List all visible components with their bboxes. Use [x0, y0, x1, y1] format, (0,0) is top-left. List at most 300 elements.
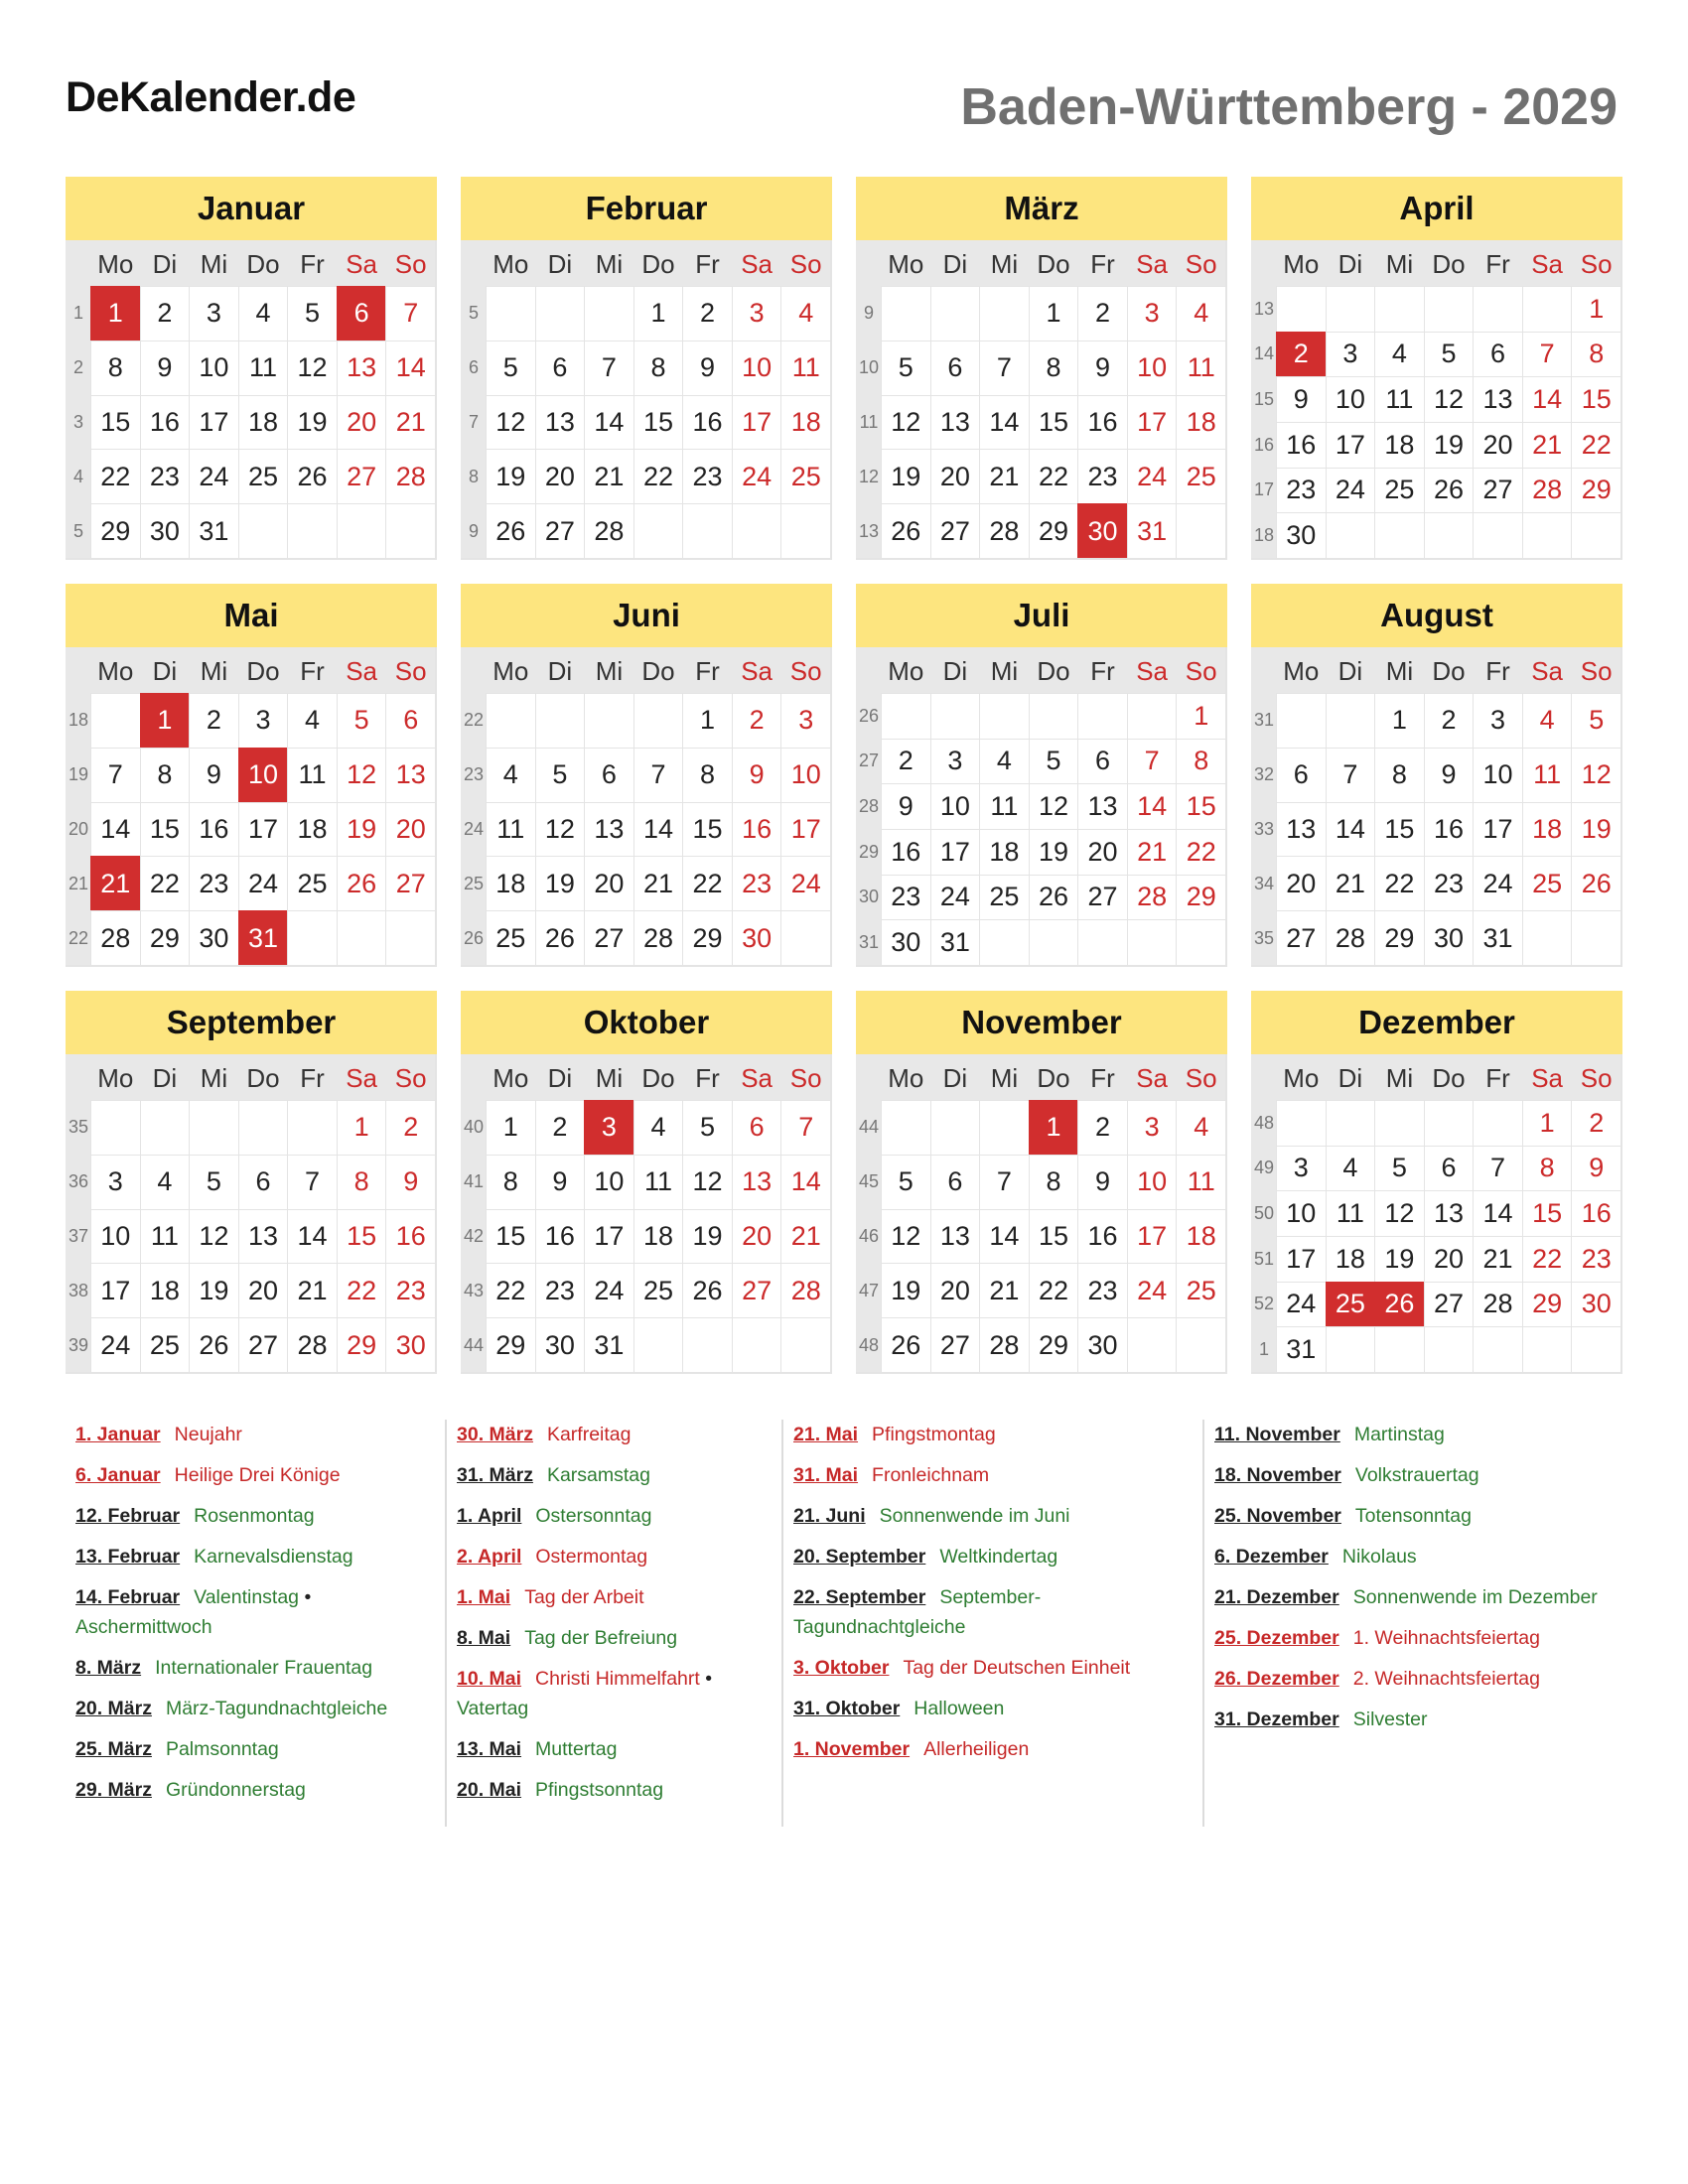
day-cell[interactable]: 25 [1176, 1263, 1225, 1317]
day-cell[interactable]: 19 [881, 449, 930, 503]
day-cell[interactable]: 18 [1176, 1209, 1225, 1264]
day-cell[interactable]: 20 [337, 395, 386, 450]
day-cell[interactable]: 7 [1473, 1146, 1522, 1191]
day-cell[interactable]: 31 [1127, 503, 1177, 558]
day-cell[interactable]: 3 [780, 693, 830, 748]
day-cell[interactable]: 29 [1176, 875, 1225, 920]
day-cell[interactable]: 1 [486, 1100, 535, 1155]
day-cell[interactable]: 30 [189, 910, 238, 965]
day-cell[interactable]: 4 [238, 286, 288, 341]
day-cell[interactable]: 16 [189, 802, 238, 857]
day-cell[interactable]: 7 [287, 1155, 337, 1209]
day-cell[interactable]: 20 [1276, 856, 1326, 910]
day-cell[interactable]: 14 [1127, 783, 1177, 829]
day-cell[interactable]: 20 [1424, 1236, 1474, 1282]
day-cell[interactable]: 27 [535, 503, 585, 558]
day-cell[interactable]: 16 [385, 1209, 435, 1264]
day-cell[interactable]: 5 [881, 1155, 930, 1209]
day-cell[interactable]: 9 [535, 1155, 585, 1209]
day-cell[interactable]: 26 [287, 449, 337, 503]
legend-date[interactable]: 11. November [1214, 1424, 1340, 1445]
day-cell[interactable]: 14 [979, 1209, 1029, 1264]
day-cell[interactable]: 9 [1077, 341, 1127, 395]
day-cell[interactable]: 3 [238, 693, 288, 748]
day-cell[interactable]: 4 [1176, 286, 1225, 341]
day-cell[interactable]: 29 [1374, 910, 1424, 965]
day-cell[interactable]: 22 [1522, 1236, 1572, 1282]
day-cell[interactable]: 28 [979, 1317, 1029, 1372]
day-cell[interactable]: 30 [535, 1317, 585, 1372]
day-cell[interactable]: 13 [535, 395, 585, 450]
legend-date[interactable]: 1. Januar [75, 1424, 161, 1445]
day-cell[interactable]: 27 [1276, 910, 1326, 965]
day-cell[interactable]: 4 [486, 748, 535, 802]
legend-date[interactable]: 25. Dezember [1214, 1627, 1339, 1649]
day-cell[interactable]: 7 [385, 286, 435, 341]
day-cell[interactable]: 21 [633, 856, 683, 910]
day-cell[interactable]: 31 [930, 919, 980, 965]
day-cell[interactable]: 15 [1522, 1190, 1572, 1236]
day-cell[interactable]: 28 [385, 449, 435, 503]
day-cell[interactable]: 24 [930, 875, 980, 920]
day-cell[interactable]: 13 [337, 341, 386, 395]
day-cell[interactable]: 19 [682, 1209, 732, 1264]
day-cell[interactable]: 2 [881, 739, 930, 784]
day-cell[interactable]: 5 [189, 1155, 238, 1209]
day-cell[interactable]: 24 [1473, 856, 1522, 910]
day-cell[interactable]: 22 [1029, 449, 1078, 503]
day-cell[interactable]: 18 [1176, 395, 1225, 450]
day-cell[interactable]: 3 [1326, 332, 1375, 377]
day-cell[interactable]: 31 [1473, 910, 1522, 965]
day-cell[interactable]: 10 [1127, 341, 1177, 395]
day-cell[interactable]: 25 [780, 449, 830, 503]
day-cell[interactable]: 14 [979, 395, 1029, 450]
day-cell[interactable]: 6 [535, 341, 585, 395]
day-cell[interactable]: 28 [90, 910, 140, 965]
day-cell[interactable]: 16 [682, 395, 732, 450]
day-cell[interactable]: 5 [1374, 1146, 1424, 1191]
day-cell[interactable]: 13 [1077, 783, 1127, 829]
day-cell[interactable]: 3 [732, 286, 781, 341]
day-cell[interactable]: 1 [1571, 286, 1620, 332]
day-cell[interactable]: 4 [979, 739, 1029, 784]
day-cell[interactable]: 19 [1424, 422, 1474, 468]
day-cell[interactable]: 11 [1326, 1190, 1375, 1236]
day-cell[interactable]: 31 [584, 1317, 633, 1372]
day-cell[interactable]: 12 [881, 395, 930, 450]
day-cell[interactable]: 12 [1571, 748, 1620, 802]
day-cell[interactable]: 1 [1029, 286, 1078, 341]
day-cell[interactable]: 5 [535, 748, 585, 802]
day-cell[interactable]: 28 [287, 1317, 337, 1372]
day-cell[interactable]: 2 [1424, 693, 1474, 748]
day-cell[interactable]: 10 [584, 1155, 633, 1209]
day-cell[interactable]: 9 [1571, 1146, 1620, 1191]
day-cell[interactable]: 26 [881, 1317, 930, 1372]
day-cell[interactable]: 9 [881, 783, 930, 829]
day-cell[interactable]: 23 [535, 1263, 585, 1317]
day-cell[interactable]: 18 [140, 1263, 190, 1317]
legend-date[interactable]: 31. Dezember [1214, 1708, 1339, 1730]
day-cell[interactable]: 20 [238, 1263, 288, 1317]
day-cell[interactable]: 17 [584, 1209, 633, 1264]
day-cell[interactable]: 4 [633, 1100, 683, 1155]
legend-date[interactable]: 26. Dezember [1214, 1668, 1339, 1690]
day-cell[interactable]: 12 [189, 1209, 238, 1264]
day-cell[interactable]: 2 [732, 693, 781, 748]
day-cell[interactable]: 6 [1276, 748, 1326, 802]
legend-date[interactable]: 14. Februar [75, 1586, 181, 1608]
day-cell[interactable]: 7 [584, 341, 633, 395]
day-cell[interactable]: 21 [1127, 829, 1177, 875]
day-cell[interactable]: 15 [140, 802, 190, 857]
day-cell[interactable]: 24 [1326, 468, 1375, 513]
day-cell[interactable]: 24 [1127, 449, 1177, 503]
day-cell[interactable]: 27 [930, 503, 980, 558]
day-cell[interactable]: 14 [780, 1155, 830, 1209]
day-cell[interactable]: 4 [287, 693, 337, 748]
day-cell[interactable]: 28 [1326, 910, 1375, 965]
day-cell[interactable]: 6 [1424, 1146, 1474, 1191]
day-cell[interactable]: 16 [1077, 395, 1127, 450]
day-cell[interactable]: 15 [1029, 395, 1078, 450]
day-cell[interactable]: 31 [189, 503, 238, 558]
day-cell[interactable]: 6 [930, 1155, 980, 1209]
legend-date[interactable]: 3. Oktober [793, 1657, 890, 1679]
day-cell[interactable]: 13 [930, 1209, 980, 1264]
day-cell[interactable]: 21 [287, 1263, 337, 1317]
day-cell[interactable]: 26 [535, 910, 585, 965]
day-cell[interactable]: 28 [1522, 468, 1572, 513]
day-cell[interactable]: 29 [1571, 468, 1620, 513]
day-cell[interactable]: 8 [90, 341, 140, 395]
day-cell[interactable]: 21 [385, 395, 435, 450]
day-cell[interactable]: 17 [732, 395, 781, 450]
legend-date[interactable]: 18. November [1214, 1464, 1341, 1486]
day-cell[interactable]: 17 [238, 802, 288, 857]
day-cell[interactable]: 27 [1424, 1282, 1474, 1327]
day-cell[interactable]: 24 [732, 449, 781, 503]
day-cell[interactable]: 14 [287, 1209, 337, 1264]
day-cell[interactable]: 10 [189, 341, 238, 395]
day-cell[interactable]: 25 [486, 910, 535, 965]
holiday-day-cell[interactable]: 31 [238, 910, 288, 965]
holiday-day-cell[interactable]: 1 [90, 286, 140, 341]
day-cell[interactable]: 18 [486, 856, 535, 910]
day-cell[interactable]: 18 [633, 1209, 683, 1264]
day-cell[interactable]: 15 [1374, 802, 1424, 857]
day-cell[interactable]: 14 [1326, 802, 1375, 857]
day-cell[interactable]: 11 [486, 802, 535, 857]
day-cell[interactable]: 20 [1473, 422, 1522, 468]
day-cell[interactable]: 7 [1522, 332, 1572, 377]
day-cell[interactable]: 17 [930, 829, 980, 875]
day-cell[interactable]: 11 [1522, 748, 1572, 802]
day-cell[interactable]: 4 [780, 286, 830, 341]
day-cell[interactable]: 17 [1326, 422, 1375, 468]
day-cell[interactable]: 18 [238, 395, 288, 450]
day-cell[interactable]: 14 [90, 802, 140, 857]
legend-date[interactable]: 1. November [793, 1738, 911, 1760]
day-cell[interactable]: 30 [1424, 910, 1474, 965]
day-cell[interactable]: 13 [930, 395, 980, 450]
day-cell[interactable]: 25 [140, 1317, 190, 1372]
day-cell[interactable]: 9 [1424, 748, 1474, 802]
day-cell[interactable]: 3 [1473, 693, 1522, 748]
day-cell[interactable]: 11 [780, 341, 830, 395]
day-cell[interactable]: 21 [780, 1209, 830, 1264]
day-cell[interactable]: 22 [1176, 829, 1225, 875]
day-cell[interactable]: 25 [287, 856, 337, 910]
legend-date[interactable]: 12. Februar [75, 1505, 181, 1527]
day-cell[interactable]: 21 [584, 449, 633, 503]
day-cell[interactable]: 9 [682, 341, 732, 395]
day-cell[interactable]: 18 [287, 802, 337, 857]
day-cell[interactable]: 12 [535, 802, 585, 857]
day-cell[interactable]: 15 [682, 802, 732, 857]
day-cell[interactable]: 19 [287, 395, 337, 450]
day-cell[interactable]: 2 [1077, 1100, 1127, 1155]
day-cell[interactable]: 10 [930, 783, 980, 829]
site-logo[interactable]: DeKalender.de [66, 73, 356, 121]
day-cell[interactable]: 28 [780, 1263, 830, 1317]
day-cell[interactable]: 6 [1473, 332, 1522, 377]
day-cell[interactable]: 12 [1374, 1190, 1424, 1236]
day-cell[interactable]: 27 [584, 910, 633, 965]
day-cell[interactable]: 29 [1522, 1282, 1572, 1327]
day-cell[interactable]: 9 [1077, 1155, 1127, 1209]
day-cell[interactable]: 30 [1276, 512, 1326, 558]
day-cell[interactable]: 1 [1522, 1100, 1572, 1146]
day-cell[interactable]: 16 [1424, 802, 1474, 857]
day-cell[interactable]: 19 [1571, 802, 1620, 857]
day-cell[interactable]: 22 [1571, 422, 1620, 468]
day-cell[interactable]: 30 [385, 1317, 435, 1372]
day-cell[interactable]: 21 [979, 449, 1029, 503]
day-cell[interactable]: 22 [633, 449, 683, 503]
day-cell[interactable]: 22 [140, 856, 190, 910]
day-cell[interactable]: 26 [1424, 468, 1474, 513]
legend-date[interactable]: 20. September [793, 1546, 926, 1568]
day-cell[interactable]: 20 [1077, 829, 1127, 875]
day-cell[interactable]: 9 [140, 341, 190, 395]
day-cell[interactable]: 10 [1326, 376, 1375, 422]
day-cell[interactable]: 10 [1276, 1190, 1326, 1236]
day-cell[interactable]: 17 [1276, 1236, 1326, 1282]
day-cell[interactable]: 30 [140, 503, 190, 558]
day-cell[interactable]: 26 [486, 503, 535, 558]
day-cell[interactable]: 15 [633, 395, 683, 450]
day-cell[interactable]: 17 [189, 395, 238, 450]
day-cell[interactable]: 14 [584, 395, 633, 450]
day-cell[interactable]: 5 [1424, 332, 1474, 377]
day-cell[interactable]: 27 [385, 856, 435, 910]
legend-date[interactable]: 31. Mai [793, 1464, 859, 1486]
day-cell[interactable]: 1 [1176, 693, 1225, 739]
day-cell[interactable]: 23 [1571, 1236, 1620, 1282]
legend-date[interactable]: 21. Mai [793, 1424, 859, 1445]
day-cell[interactable]: 25 [979, 875, 1029, 920]
day-cell[interactable]: 6 [238, 1155, 288, 1209]
day-cell[interactable]: 23 [732, 856, 781, 910]
day-cell[interactable]: 27 [1473, 468, 1522, 513]
day-cell[interactable]: 22 [1374, 856, 1424, 910]
day-cell[interactable]: 15 [337, 1209, 386, 1264]
day-cell[interactable]: 7 [633, 748, 683, 802]
day-cell[interactable]: 8 [1571, 332, 1620, 377]
day-cell[interactable]: 9 [385, 1155, 435, 1209]
day-cell[interactable]: 2 [682, 286, 732, 341]
day-cell[interactable]: 18 [1522, 802, 1572, 857]
day-cell[interactable]: 3 [930, 739, 980, 784]
day-cell[interactable]: 12 [486, 395, 535, 450]
day-cell[interactable]: 24 [90, 1317, 140, 1372]
day-cell[interactable]: 23 [881, 875, 930, 920]
day-cell[interactable]: 24 [1276, 1282, 1326, 1327]
day-cell[interactable]: 6 [1077, 739, 1127, 784]
day-cell[interactable]: 3 [1276, 1146, 1326, 1191]
holiday-day-cell[interactable]: 2 [1276, 332, 1326, 377]
day-cell[interactable]: 29 [140, 910, 190, 965]
day-cell[interactable]: 23 [682, 449, 732, 503]
day-cell[interactable]: 4 [1176, 1100, 1225, 1155]
day-cell[interactable]: 2 [535, 1100, 585, 1155]
legend-date[interactable]: 21. Dezember [1214, 1586, 1339, 1608]
day-cell[interactable]: 11 [1176, 1155, 1225, 1209]
day-cell[interactable]: 7 [1127, 739, 1177, 784]
day-cell[interactable]: 26 [1029, 875, 1078, 920]
day-cell[interactable]: 7 [90, 748, 140, 802]
day-cell[interactable]: 16 [1571, 1190, 1620, 1236]
day-cell[interactable]: 18 [780, 395, 830, 450]
day-cell[interactable]: 20 [930, 449, 980, 503]
day-cell[interactable]: 30 [881, 919, 930, 965]
day-cell[interactable]: 20 [930, 1263, 980, 1317]
holiday-day-cell[interactable]: 3 [584, 1100, 633, 1155]
day-cell[interactable]: 19 [881, 1263, 930, 1317]
day-cell[interactable]: 16 [732, 802, 781, 857]
holiday-day-cell[interactable]: 1 [140, 693, 190, 748]
day-cell[interactable]: 8 [337, 1155, 386, 1209]
day-cell[interactable]: 22 [337, 1263, 386, 1317]
day-cell[interactable]: 24 [584, 1263, 633, 1317]
legend-date[interactable]: 22. September [793, 1586, 926, 1608]
day-cell[interactable]: 12 [337, 748, 386, 802]
day-cell[interactable]: 23 [189, 856, 238, 910]
day-cell[interactable]: 26 [1571, 856, 1620, 910]
day-cell[interactable]: 25 [238, 449, 288, 503]
day-cell[interactable]: 17 [780, 802, 830, 857]
legend-date[interactable]: 25. November [1214, 1505, 1341, 1527]
day-cell[interactable]: 1 [633, 286, 683, 341]
day-cell[interactable]: 6 [732, 1100, 781, 1155]
day-cell[interactable]: 8 [1029, 1155, 1078, 1209]
day-cell[interactable]: 11 [287, 748, 337, 802]
day-cell[interactable]: 4 [1522, 693, 1572, 748]
day-cell[interactable]: 23 [1077, 449, 1127, 503]
day-cell[interactable]: 21 [979, 1263, 1029, 1317]
day-cell[interactable]: 13 [385, 748, 435, 802]
legend-date[interactable]: 31. Oktober [793, 1698, 901, 1719]
day-cell[interactable]: 31 [1276, 1326, 1326, 1372]
day-cell[interactable]: 15 [90, 395, 140, 450]
legend-date[interactable]: 31. März [457, 1464, 533, 1486]
day-cell[interactable]: 6 [584, 748, 633, 802]
day-cell[interactable]: 4 [1326, 1146, 1375, 1191]
day-cell[interactable]: 23 [385, 1263, 435, 1317]
day-cell[interactable]: 11 [1176, 341, 1225, 395]
day-cell[interactable]: 28 [979, 503, 1029, 558]
day-cell[interactable]: 29 [337, 1317, 386, 1372]
day-cell[interactable]: 6 [385, 693, 435, 748]
day-cell[interactable]: 10 [1127, 1155, 1177, 1209]
day-cell[interactable]: 2 [189, 693, 238, 748]
day-cell[interactable]: 26 [337, 856, 386, 910]
day-cell[interactable]: 27 [930, 1317, 980, 1372]
day-cell[interactable]: 19 [535, 856, 585, 910]
day-cell[interactable]: 24 [189, 449, 238, 503]
day-cell[interactable]: 20 [732, 1209, 781, 1264]
day-cell[interactable]: 23 [1077, 1263, 1127, 1317]
day-cell[interactable]: 12 [287, 341, 337, 395]
day-cell[interactable]: 2 [385, 1100, 435, 1155]
day-cell[interactable]: 5 [1571, 693, 1620, 748]
day-cell[interactable]: 8 [682, 748, 732, 802]
legend-date[interactable]: 13. Mai [457, 1738, 522, 1760]
day-cell[interactable]: 30 [732, 910, 781, 965]
day-cell[interactable]: 2 [140, 286, 190, 341]
legend-date[interactable]: 1. Mai [457, 1586, 511, 1608]
legend-date[interactable]: 8. März [75, 1657, 142, 1679]
day-cell[interactable]: 28 [584, 503, 633, 558]
day-cell[interactable]: 18 [1374, 422, 1424, 468]
day-cell[interactable]: 16 [140, 395, 190, 450]
day-cell[interactable]: 27 [337, 449, 386, 503]
day-cell[interactable]: 16 [881, 829, 930, 875]
day-cell[interactable]: 14 [633, 802, 683, 857]
day-cell[interactable]: 24 [780, 856, 830, 910]
day-cell[interactable]: 15 [1029, 1209, 1078, 1264]
legend-date[interactable]: 20. Mai [457, 1779, 522, 1801]
legend-date[interactable]: 6. Januar [75, 1464, 161, 1486]
day-cell[interactable]: 26 [881, 503, 930, 558]
day-cell[interactable]: 27 [238, 1317, 288, 1372]
legend-date[interactable]: 8. Mai [457, 1627, 511, 1649]
legend-date[interactable]: 30. März [457, 1424, 533, 1445]
day-cell[interactable]: 11 [633, 1155, 683, 1209]
day-cell[interactable]: 22 [1029, 1263, 1078, 1317]
day-cell[interactable]: 21 [1326, 856, 1375, 910]
day-cell[interactable]: 17 [1473, 802, 1522, 857]
legend-date[interactable]: 13. Februar [75, 1546, 181, 1568]
day-cell[interactable]: 11 [238, 341, 288, 395]
day-cell[interactable]: 12 [881, 1209, 930, 1264]
holiday-day-cell[interactable]: 21 [90, 856, 140, 910]
day-cell[interactable]: 23 [1424, 856, 1474, 910]
day-cell[interactable]: 19 [1374, 1236, 1424, 1282]
day-cell[interactable]: 10 [90, 1209, 140, 1264]
day-cell[interactable]: 13 [1276, 802, 1326, 857]
day-cell[interactable]: 12 [1424, 376, 1474, 422]
day-cell[interactable]: 12 [1029, 783, 1078, 829]
day-cell[interactable]: 24 [238, 856, 288, 910]
day-cell[interactable]: 22 [682, 856, 732, 910]
day-cell[interactable]: 25 [1522, 856, 1572, 910]
day-cell[interactable]: 20 [584, 856, 633, 910]
day-cell[interactable]: 21 [1522, 422, 1572, 468]
day-cell[interactable]: 7 [979, 1155, 1029, 1209]
